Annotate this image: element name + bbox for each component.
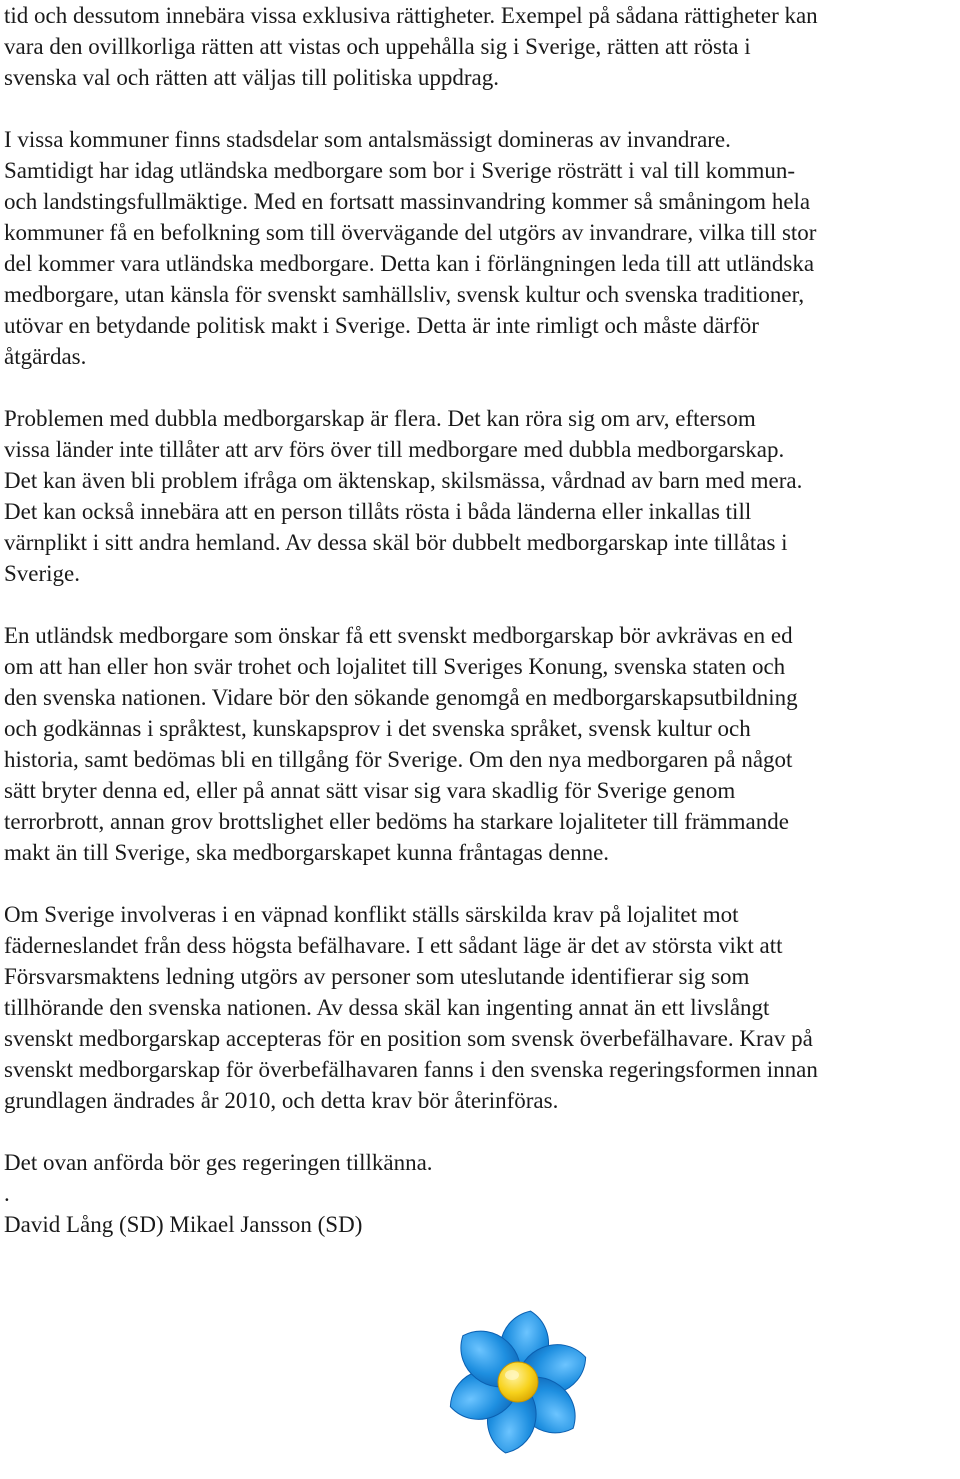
separator-dot: . (4, 1181, 10, 1206)
paragraph-gap (4, 372, 958, 403)
paragraph-5: Om Sverige involveras i en väpnad konflikt ställs särskilda krav på lojalitet mot fäderneslandet från dess högsta befälhavare. I ett sådant läge är det av största vikt att Försvarsmaktens ledning utgörs av personer som uteslutande identifierar sig som tillhörande den svenska nationen. Av dessa skäl kan ingenting annat än ett livslångt svenskt medborgarskap accepteras för en position som svensk överbefälhavare. Krav på svenskt medborgarskap för överbefälhavaren fanns i den svenska regeringsformen innan grundlagen ändrades år 2010, och detta krav bör återinföras. (4, 902, 818, 1113)
paragraph-gap (4, 868, 958, 899)
paragraph-gap (4, 589, 958, 620)
paragraph-1: tid och dessutom innebära vissa exklusiva rättigheter. Exempel på sådana rättigheter kan vara den ovillkorliga rätten att vistas och uppehålla sig i Sverige, rätten att rösta i svenska val och rätten att väljas till politiska uppdrag. (4, 3, 818, 90)
closing-statement: Det ovan anförda bör ges regeringen tillkänna. (4, 1150, 433, 1175)
flower-logo-svg (438, 1290, 598, 1475)
paragraph-2: I vissa kommuner finns stadsdelar som antalsmässigt domineras av invandrare. Samtidigt har idag utländska medborgare som bor i Sverige rösträtt i val till kommun- och landstingsfullmäktige. Med en fortsatt massinvandring kommer så småningom hela kommuner få en befolkning som till övervägande del utgörs av invandrare, vilka till stor del kommer vara utländska medborgare. Detta kan i förlängningen leda till att utländska medborgare, utan känsla för svenskt samhällsliv, svensk kultur och svenska traditioner, utövar en betydande politisk makt i Sverige. Detta är inte rimligt och måste därför åtgärdas. (4, 127, 817, 369)
signatures: David Lång (SD) Mikael Jansson (SD) (4, 1212, 363, 1237)
paragraph-gap (4, 1116, 958, 1147)
flower-center (498, 1362, 538, 1402)
paragraph-3: Problemen med dubbla medborgarskap är flera. Det kan röra sig om arv, eftersom vissa länder inte tillåter att arv förs över till medborgare med dubbla medborgarskap. Det kan även bli problem ifråga om äktenskap, skilsmässa, vårdnad av barn med mera. Det kan också innebära att en person tillåts rösta i båda länderna eller inkallas till värnplikt i sitt andra hemland. Av dessa skäl bör dubbelt medborgarskap inte tillåtas i Sverige. (4, 406, 803, 586)
blue-anemone-flower-icon (438, 1290, 598, 1475)
paragraph-gap (4, 93, 958, 124)
flower-center-highlight (505, 1370, 519, 1380)
paragraph-4: En utländsk medborgare som önskar få ett svenskt medborgarskap bör avkrävas en ed om att han eller hon svär trohet och lojalitet till Sveriges Konung, svenska staten och den svenska nationen. Vidare bör den sökande genomgå en medborgarskapsutbildning och godkännas i språktest, kunskapsprov i det svenska språket, svensk kultur och historia, samt bedömas bli en tillgång för Sverige. Om den nya medborgaren på något sätt bryter denna ed, eller på annat sätt visar sig vara skadlig för Sverige genom terrorbrott, annan grov brottslighet eller bedöms ha starkare lojaliteter till främmande makt än till Sverige, ska medborgarskapet kunna fråntagas denne. (4, 623, 798, 865)
document-body (4, 0, 958, 1240)
